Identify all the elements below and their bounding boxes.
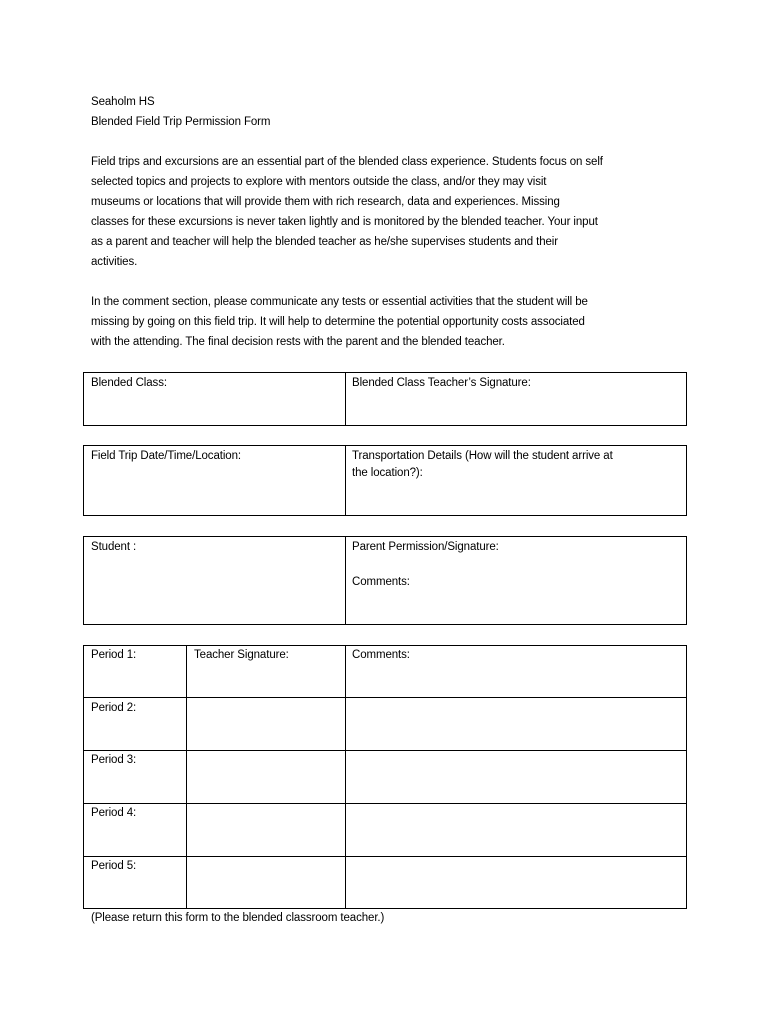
- periods-row-divider-4: [83, 856, 687, 857]
- intro-line-2: selected topics and projects to explore with mentors outside the class, and/or they may visit: [91, 176, 547, 188]
- intro-line-3: museums or locations that will provide them with rich research, data and experiences. Missing: [91, 196, 560, 208]
- period-4-label: Period 4:: [91, 807, 137, 819]
- parent-permission-field[interactable]: Parent Permission/Signature:: [352, 541, 499, 553]
- return-instructions: (Please return this form to the blended classroom teacher.): [91, 912, 385, 924]
- comment-line-2: missing by going on this field trip. It will help to determine the potential opportunity costs associated: [91, 316, 585, 328]
- transportation-details-field[interactable]: Transportation Details (How will the student arrive at: [352, 450, 613, 462]
- form-title: Blended Field Trip Permission Form: [91, 116, 271, 128]
- intro-line-6: activities.: [91, 256, 138, 268]
- period-3-label: Period 3:: [91, 754, 137, 766]
- parent-comments-field[interactable]: Comments:: [352, 576, 410, 588]
- periods-row-divider-3: [83, 803, 687, 804]
- intro-line-4: classes for these excursions is never taken lightly and is monitored by the blended teacher. Your input: [91, 216, 598, 228]
- periods-table: [83, 645, 687, 909]
- trip-date-location-field[interactable]: Field Trip Date/Time/Location:: [91, 450, 241, 462]
- school-name: Seaholm HS: [91, 96, 155, 108]
- period-2-label: Period 2:: [91, 702, 137, 714]
- intro-line-5: as a parent and teacher will help the blended teacher as he/she supervises students and their: [91, 236, 558, 248]
- period-1-label: Period 1:: [91, 649, 137, 661]
- transportation-details-label-2: the location?):: [352, 467, 423, 479]
- period-comments-header[interactable]: Comments:: [352, 649, 410, 661]
- teacher-signature-field[interactable]: Blended Class Teacher’s Signature:: [352, 377, 531, 389]
- period-5-label: Period 5:: [91, 860, 137, 872]
- intro-line-1: Field trips and excursions are an essential part of the blended class experience. Students focus on self: [91, 156, 603, 168]
- student-field[interactable]: Student :: [91, 541, 137, 553]
- class-info-divider: [345, 372, 346, 426]
- trip-info-divider: [345, 445, 346, 516]
- student-info-divider: [345, 536, 346, 625]
- periods-divider-2: [345, 645, 346, 909]
- period-teacher-signature-header[interactable]: Teacher Signature:: [194, 649, 289, 661]
- comment-line-1: In the comment section, please communicate any tests or essential activities that the student will be: [91, 296, 588, 308]
- periods-divider-1: [186, 645, 187, 909]
- periods-row-divider-2: [83, 750, 687, 751]
- blended-class-field[interactable]: Blended Class:: [91, 377, 167, 389]
- comment-line-3: with the attending. The final decision rests with the parent and the blended teacher.: [91, 336, 505, 348]
- periods-row-divider-1: [83, 697, 687, 698]
